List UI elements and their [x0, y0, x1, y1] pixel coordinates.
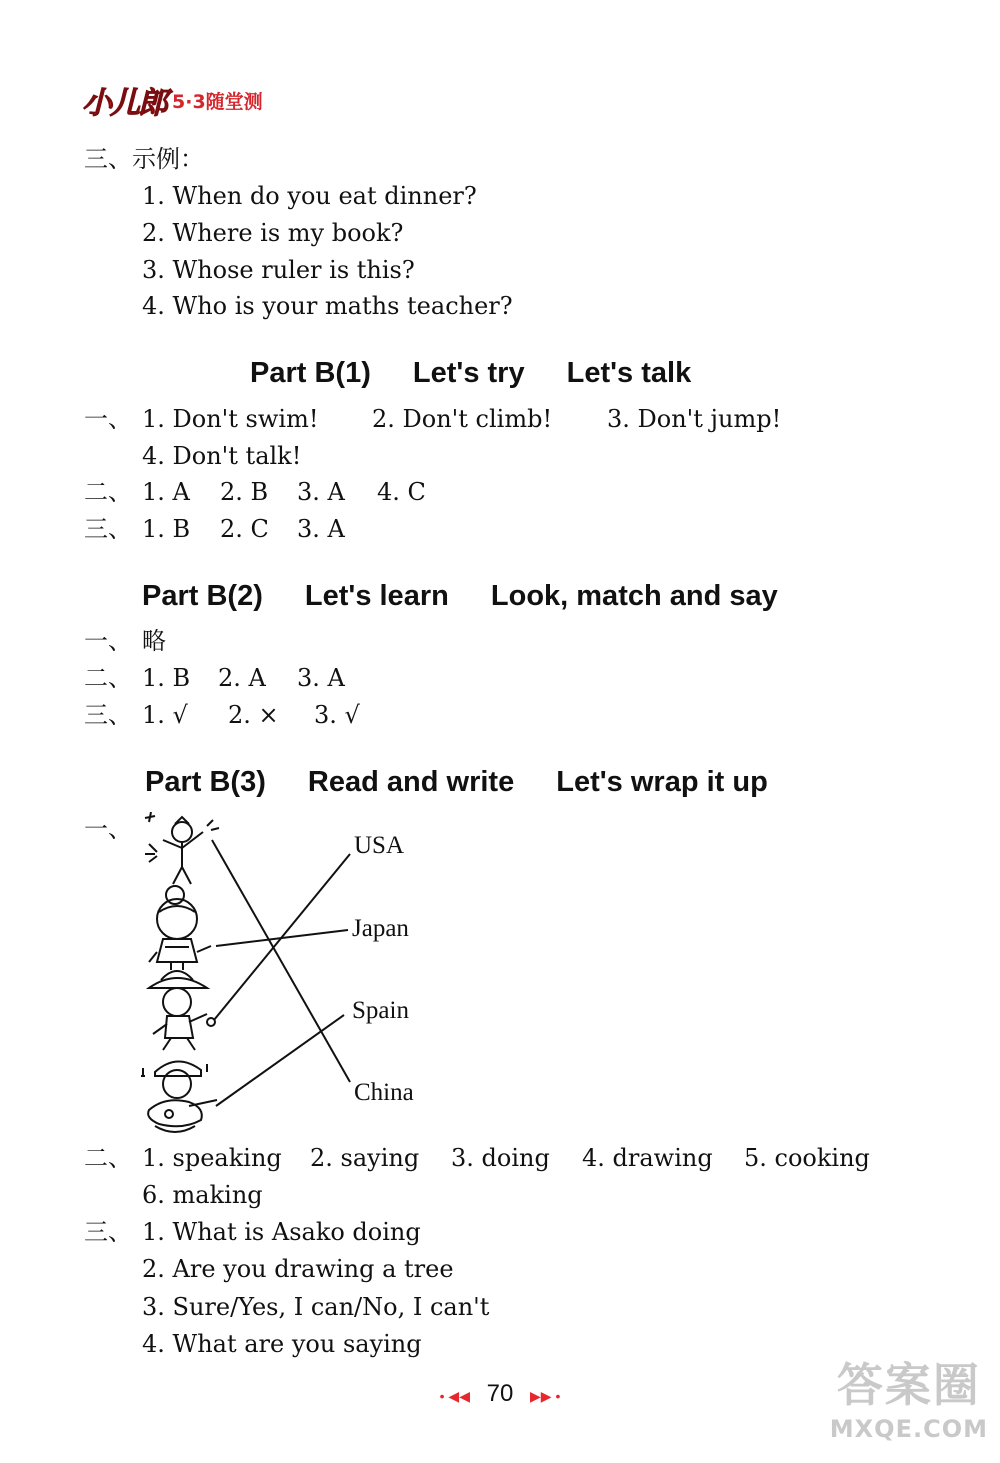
answer-item: 2. A — [218, 664, 266, 692]
answer-item: 3. Sure/Yes, I can/No, I can't — [142, 1293, 490, 1321]
answer-item: 略 — [142, 627, 166, 655]
matching-lines — [212, 840, 350, 1106]
match-line — [216, 1015, 344, 1106]
answer-item: 1. B — [142, 515, 191, 543]
publisher-logo — [82, 80, 263, 120]
answer-item: 1. speaking — [142, 1144, 282, 1172]
question-label: 一、 — [84, 405, 132, 433]
watermark — [830, 1349, 988, 1443]
child-figure-1 — [145, 812, 219, 884]
child-figure-4 — [141, 1061, 217, 1132]
country-label: Japan — [352, 915, 409, 942]
country-label: Spain — [352, 997, 409, 1024]
answer-item: 4. Don't talk! — [142, 442, 302, 470]
answer-item: 2. Don't climb! — [372, 405, 553, 433]
answer-item: 4. What are you saying — [142, 1330, 422, 1358]
part-b2-heading — [142, 578, 778, 614]
answer-item: 1. B — [142, 664, 191, 692]
question-label: 二、 — [84, 478, 132, 506]
answer-item: 2. × — [228, 701, 279, 729]
country-label: USA — [354, 832, 405, 859]
part-subtitle: Let's talk — [566, 357, 692, 389]
section-label: 三、示例： — [84, 145, 204, 173]
child-figure-3 — [149, 971, 215, 1050]
prev-arrows-icon: • ◀◀ — [439, 1388, 470, 1404]
answer-item: 2. B — [220, 478, 269, 506]
answer-item: 2. saying — [310, 1144, 420, 1172]
question-label: 三、 — [84, 1218, 132, 1246]
question-label: 一、 — [84, 815, 132, 843]
question-label: 三、 — [84, 515, 132, 543]
part-subtitle: Let's try — [412, 357, 525, 389]
part-subtitle: Let's wrap it up — [556, 766, 768, 798]
answer-item: 4. drawing — [582, 1144, 713, 1172]
question-label: 二、 — [84, 664, 132, 692]
part-b3-heading — [145, 764, 768, 800]
page-number: 70 — [486, 1380, 514, 1407]
answer-item: 3. Don't jump! — [607, 405, 782, 433]
match-line — [212, 840, 350, 1082]
logo-brand: 小儿郎 — [82, 86, 166, 121]
answer-item: 2. Where is my book? — [142, 219, 404, 247]
watermark-url: MXQE.COM — [829, 1415, 988, 1443]
part-title: Part B(3) — [145, 766, 266, 798]
answer-item: 1. What is Asako doing — [142, 1218, 421, 1246]
part-title: Part B(2) — [142, 580, 263, 612]
answer-item: 3. Whose ruler is this? — [142, 256, 415, 284]
answer-item: 1. Don't swim! — [142, 405, 319, 433]
question-label: 三、 — [84, 701, 132, 729]
answer-item: 3. √ — [314, 701, 360, 729]
country-label: China — [354, 1079, 414, 1106]
question-label: 二、 — [84, 1144, 132, 1172]
part-subtitle: Let's learn — [304, 580, 449, 612]
answer-item: 1. When do you eat dinner? — [142, 182, 477, 210]
answer-item: 6. making — [142, 1181, 263, 1209]
answer-item: 3. A — [297, 478, 345, 506]
answer-item: 3. doing — [451, 1144, 550, 1172]
answer-item: 3. A — [297, 515, 345, 543]
part-subtitle: Look, match and say — [490, 580, 778, 612]
answer-item: 2. Are you drawing a tree — [142, 1255, 454, 1283]
answer-item: 4. Who is your maths teacher? — [142, 292, 513, 320]
part-b1-heading — [250, 355, 691, 391]
question-label: 一、 — [84, 627, 132, 655]
answer-item: 3. A — [297, 664, 345, 692]
next-arrows-icon: ▶▶ • — [530, 1388, 561, 1404]
part-subtitle: Read and write — [307, 766, 515, 798]
answer-item: 2. C — [220, 515, 269, 543]
answer-item: 5. cooking — [744, 1144, 870, 1172]
child-figure-2 — [149, 886, 211, 970]
answer-item: 1. √ — [142, 701, 188, 729]
answer-item: 4. C — [377, 478, 426, 506]
watermark-logo: 答案圈 — [836, 1358, 981, 1412]
logo-subtitle: 5·3随堂测 — [172, 90, 263, 113]
answer-item: 1. A — [142, 478, 190, 506]
part-title: Part B(1) — [250, 357, 371, 389]
